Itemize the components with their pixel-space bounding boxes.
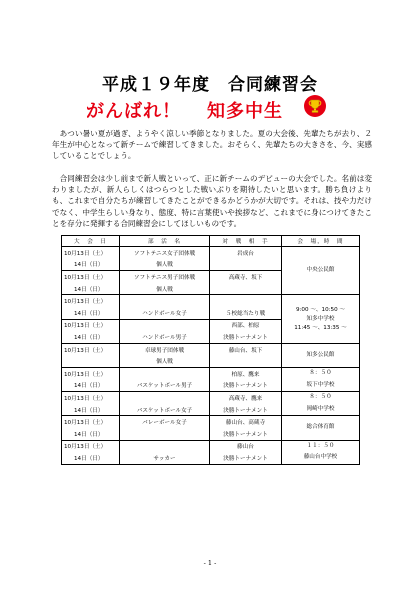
table-row: 14日（日） 決勝トーナメント — [62, 428, 360, 440]
page-number: - 1 - — [203, 559, 217, 567]
trophy-icon — [304, 95, 326, 117]
table-row: 14日（日） 個人戦 — [62, 259, 360, 271]
header-opponent: 対 戦 相 手 — [210, 236, 282, 247]
intro-paragraph-1: あつい暑い夏が過ぎ、ようやく涼しい季節となりました。夏の大会後、先輩たちが去り、２年生が中心となって新チームで練習してきました。おそらく、先輩たちの大きさを、今、実感していることでしょう。 — [52, 129, 372, 161]
table-row: 10月13日（土） 藤山台 １１：５０ — [62, 440, 360, 452]
table-row: 個人戦 — [62, 355, 360, 367]
table-row: 10月13日（土） 柏原、鷹来 ８：５０ — [62, 367, 360, 379]
table-row: 10月13日（土） ソフトテニス男子団体戦 高蔵寺、坂下 — [62, 271, 360, 283]
venue-cell: 知多公民館 — [282, 343, 360, 367]
page-title: 平成１９年度 合同練習会 — [102, 75, 318, 95]
table-row: 10月13日（土） 9:00 ～、10:50 ～ 知多中学校 11:45 ～、13:35 ～ — [62, 295, 360, 307]
slogan-left: がんばれ！ — [86, 101, 181, 122]
intro-paragraph-2: 合同練習会は少し前まで新人戦といって、正に新チームのデビューの大会でした。名前は変わりましたが、新人らしくはつらつとした戦いぶりを期待したいと思います。勝ち負けよりも、これまで自分たちが練習してきたことができるかどうかが大切です。それは、技や力だけでなく、中学生らしい身なり、態度、特に言葉使いや挨拶など、これまでに身につけてきたことを存分に発揮する合同練習会にしてほしいものです。 — [52, 174, 372, 228]
table-row: 14日（日） バスケットボール男子 決勝トーナメント 坂下中学校 — [62, 380, 360, 392]
header-venue: 会 場，時 間 — [282, 236, 360, 247]
table-row: 14日（日） ハンドボール男子 決勝トーナメント — [62, 331, 360, 343]
slogan — [86, 97, 283, 121]
venue-cell: 中央公民館 — [282, 247, 360, 295]
table-row: 10月13日（土） 西部、柏原 — [62, 319, 360, 331]
table-row: 14日（日） ハンドボール女子 ５校総当たり戦 — [62, 307, 360, 319]
venue-time: １１：５０ — [282, 440, 360, 452]
table-row: 10月13日（土） ソフトテニス女子団体戦 岩成台 中央公民館 — [62, 247, 360, 259]
venue-cell: 総合体育館 — [282, 416, 360, 440]
venue-place: 岡崎中学校 — [282, 404, 360, 416]
venue-place: 坂下中学校 — [282, 380, 360, 392]
venue-time: ８：５０ — [282, 367, 360, 379]
header-date: 大 会 日 — [62, 236, 120, 247]
table-row: 10月13日（土） バレーボール女子 藤山台、高蔵寺 総合体育館 — [62, 416, 360, 428]
schedule-table — [61, 235, 360, 465]
table-header-row — [62, 236, 360, 247]
header-club: 部 活 名 — [120, 236, 210, 247]
table-row: 14日（日） バスケットボール女子 決勝トーナメント 岡崎中学校 — [62, 404, 360, 416]
table-row: 14日（日） 個人戦 — [62, 283, 360, 295]
venue-cell: 9:00 ～、10:50 ～ 知多中学校 11:45 ～、13:35 ～ — [282, 295, 360, 343]
venue-place: 藤山台中学校 — [282, 452, 360, 464]
table-row: 10月13日（土） 卓球男子団体戦 藤山台、坂下 知多公民館 — [62, 343, 360, 355]
venue-time: ８：５０ — [282, 392, 360, 404]
table-row: 14日（日） サッカー 決勝トーナメント 藤山台中学校 — [62, 452, 360, 464]
slogan-right: 知多中生 — [207, 101, 283, 122]
table-row: 10月13日（土） 高蔵寺、鷹来 ８：５０ — [62, 392, 360, 404]
